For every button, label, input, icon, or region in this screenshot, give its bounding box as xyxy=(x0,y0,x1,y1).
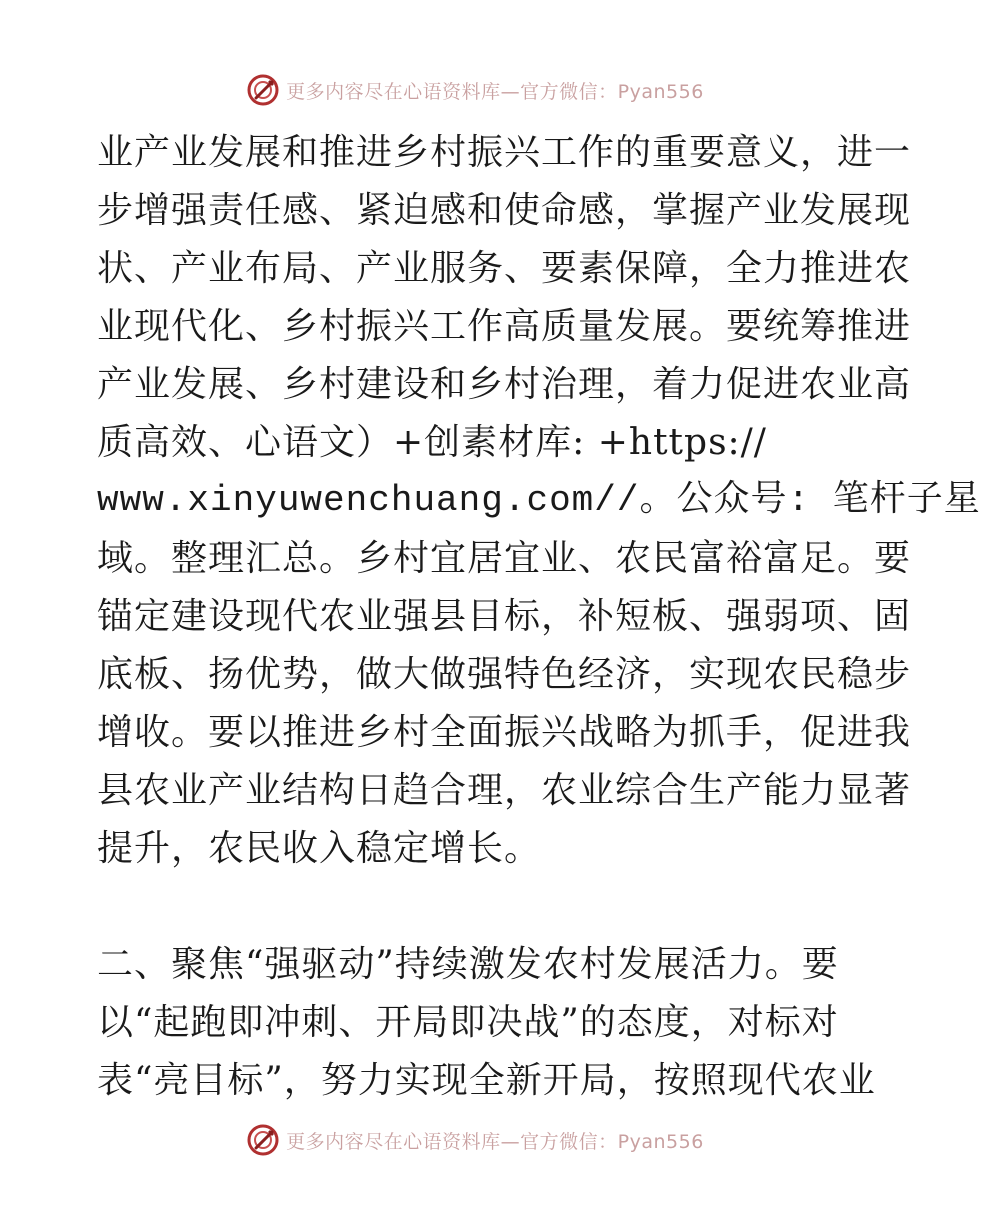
watermark-text: 更多内容尽在心语资料库—官方微信：Pyan556 xyxy=(286,1130,704,1153)
text-line: 表“亮目标”，努力实现全新开局，按照现代农业 xyxy=(97,1060,876,1101)
text-line: 状、产业布局、产业服务、要素保障，全力推进农 xyxy=(97,248,912,289)
paragraph-gap xyxy=(97,878,857,936)
watermark-text: 更多内容尽在心语资料库—官方微信：Pyan556 xyxy=(286,80,704,103)
text-line: 业产业发展和推进乡村振兴工作的重要意义，进一 xyxy=(97,132,912,173)
text-line: 二、聚焦“强驱动”持续激发农村发展活力。要 xyxy=(97,944,839,985)
text-line: 锚定建设现代农业强县目标，补短板、强弱项、固 xyxy=(97,596,912,637)
text-line: 业现代化、乡村振兴工作高质量发展。要统筹推进 xyxy=(97,306,912,347)
document-body xyxy=(97,124,981,1110)
text-line: 底板、扬优势，做大做强特色经济，实现农民稳步 xyxy=(97,654,912,695)
text-line: 增收。要以推进乡村全面振兴战略为抓手，促进我 xyxy=(97,712,912,753)
text-line: 域。整理汇总。乡村宜居宜业、农民富裕富足。要 xyxy=(97,538,912,579)
text-line: 步增强责任感、紧迫感和使命感，掌握产业发展现 xyxy=(97,190,912,231)
brand-logo-icon xyxy=(246,1123,280,1157)
text-line: 质高效、心语文）+创素材库: +https:// xyxy=(97,422,767,463)
text-line: 以“起跑即冲刺、开局即决战”的态度，对标对 xyxy=(97,1002,839,1043)
text-line: 提升，农民收入稳定增长。 xyxy=(97,828,542,869)
text-line: www.xinyuwenchuang.com//。公众号: 笔杆子星 xyxy=(97,480,981,521)
text-line: 产业发展、乡村建设和乡村治理，着力促进农业高 xyxy=(97,364,912,405)
footer-watermark xyxy=(0,1120,950,1160)
header-watermark xyxy=(0,70,950,110)
brand-logo-icon xyxy=(246,73,280,107)
text-line: 县农业产业结构日趋合理，农业综合生产能力显著 xyxy=(97,770,912,811)
